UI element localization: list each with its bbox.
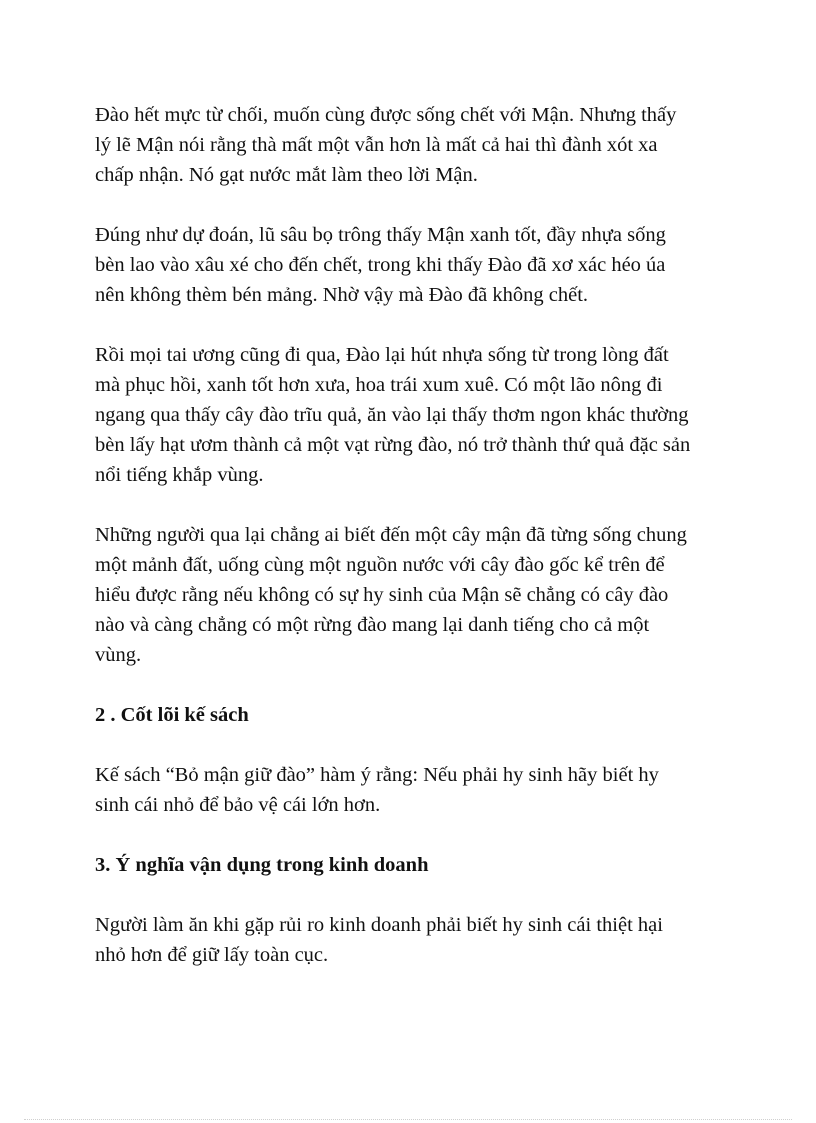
text-line: nào và càng chẳng có một rừng đào mang lại danh tiếng cho cả một bbox=[95, 614, 650, 636]
paragraph-man-sacrifice bbox=[95, 520, 735, 670]
text-line: nổi tiếng khắp vùng. bbox=[95, 464, 264, 486]
document-body bbox=[95, 100, 735, 1000]
text-line: Đào hết mực từ chối, muốn cùng được sống chết với Mận. Nhưng thấy bbox=[95, 104, 677, 126]
text-line: lý lẽ Mận nói rằng thà mất một vẫn hơn là mất cả hai thì đành xót xa bbox=[95, 134, 658, 156]
text-line: sinh cái nhỏ để bảo vệ cái lớn hơn. bbox=[95, 794, 381, 816]
text-line: Những người qua lại chẳng ai biết đến một cây mận đã từng sống chung bbox=[95, 524, 687, 546]
text-line: một mảnh đất, uống cùng một nguồn nước với cây đào gốc kể trên để bbox=[95, 554, 665, 576]
text-line: Người làm ăn khi gặp rủi ro kinh doanh phải biết hy sinh cái thiệt hại bbox=[95, 914, 663, 936]
text-line: chấp nhận. Nó gạt nước mắt làm theo lời Mận. bbox=[95, 164, 478, 186]
text-line: nhỏ hơn để giữ lấy toàn cục. bbox=[95, 944, 329, 966]
paragraph-dao-refuses bbox=[95, 100, 735, 190]
section-heading-core-strategy: 2 . Cốt lõi kế sách bbox=[95, 704, 249, 726]
text-line: Kế sách “Bỏ mận giữ đào” hàm ý rằng: Nếu phải hy sinh hãy biết hy bbox=[95, 764, 659, 786]
paragraph-core-strategy bbox=[95, 760, 735, 820]
text-line: bèn lao vào xâu xé cho đến chết, trong khi thấy Đào đã xơ xác héo úa bbox=[95, 254, 666, 276]
paragraph-insects-attack bbox=[95, 220, 735, 310]
text-line: Đúng như dự đoán, lũ sâu bọ trông thấy Mận xanh tốt, đầy nhựa sống bbox=[95, 224, 666, 246]
paragraph-dao-recovers bbox=[95, 340, 735, 490]
paragraph-business-application bbox=[95, 910, 735, 970]
text-line: hiểu được rằng nếu không có sự hy sinh của Mận sẽ chẳng có cây đào bbox=[95, 584, 669, 606]
text-line: ngang qua thấy cây đào trĩu quả, ăn vào lại thấy thơm ngon khác thường bbox=[95, 404, 689, 426]
page-bottom-divider bbox=[24, 1119, 792, 1120]
text-line: vùng. bbox=[95, 644, 142, 666]
text-line: bèn lấy hạt ươm thành cả một vạt rừng đào, nó trở thành thứ quả đặc sản bbox=[95, 434, 691, 456]
text-line: nên không thèm bén mảng. Nhờ vậy mà Đào đã không chết. bbox=[95, 284, 589, 306]
text-line: Rồi mọi tai ương cũng đi qua, Đào lại hút nhựa sống từ trong lòng đất bbox=[95, 344, 669, 366]
section-heading-business-application: 3. Ý nghĩa vận dụng trong kinh doanh bbox=[95, 854, 429, 876]
text-line: mà phục hồi, xanh tốt hơn xưa, hoa trái xum xuê. Có một lão nông đi bbox=[95, 374, 663, 396]
